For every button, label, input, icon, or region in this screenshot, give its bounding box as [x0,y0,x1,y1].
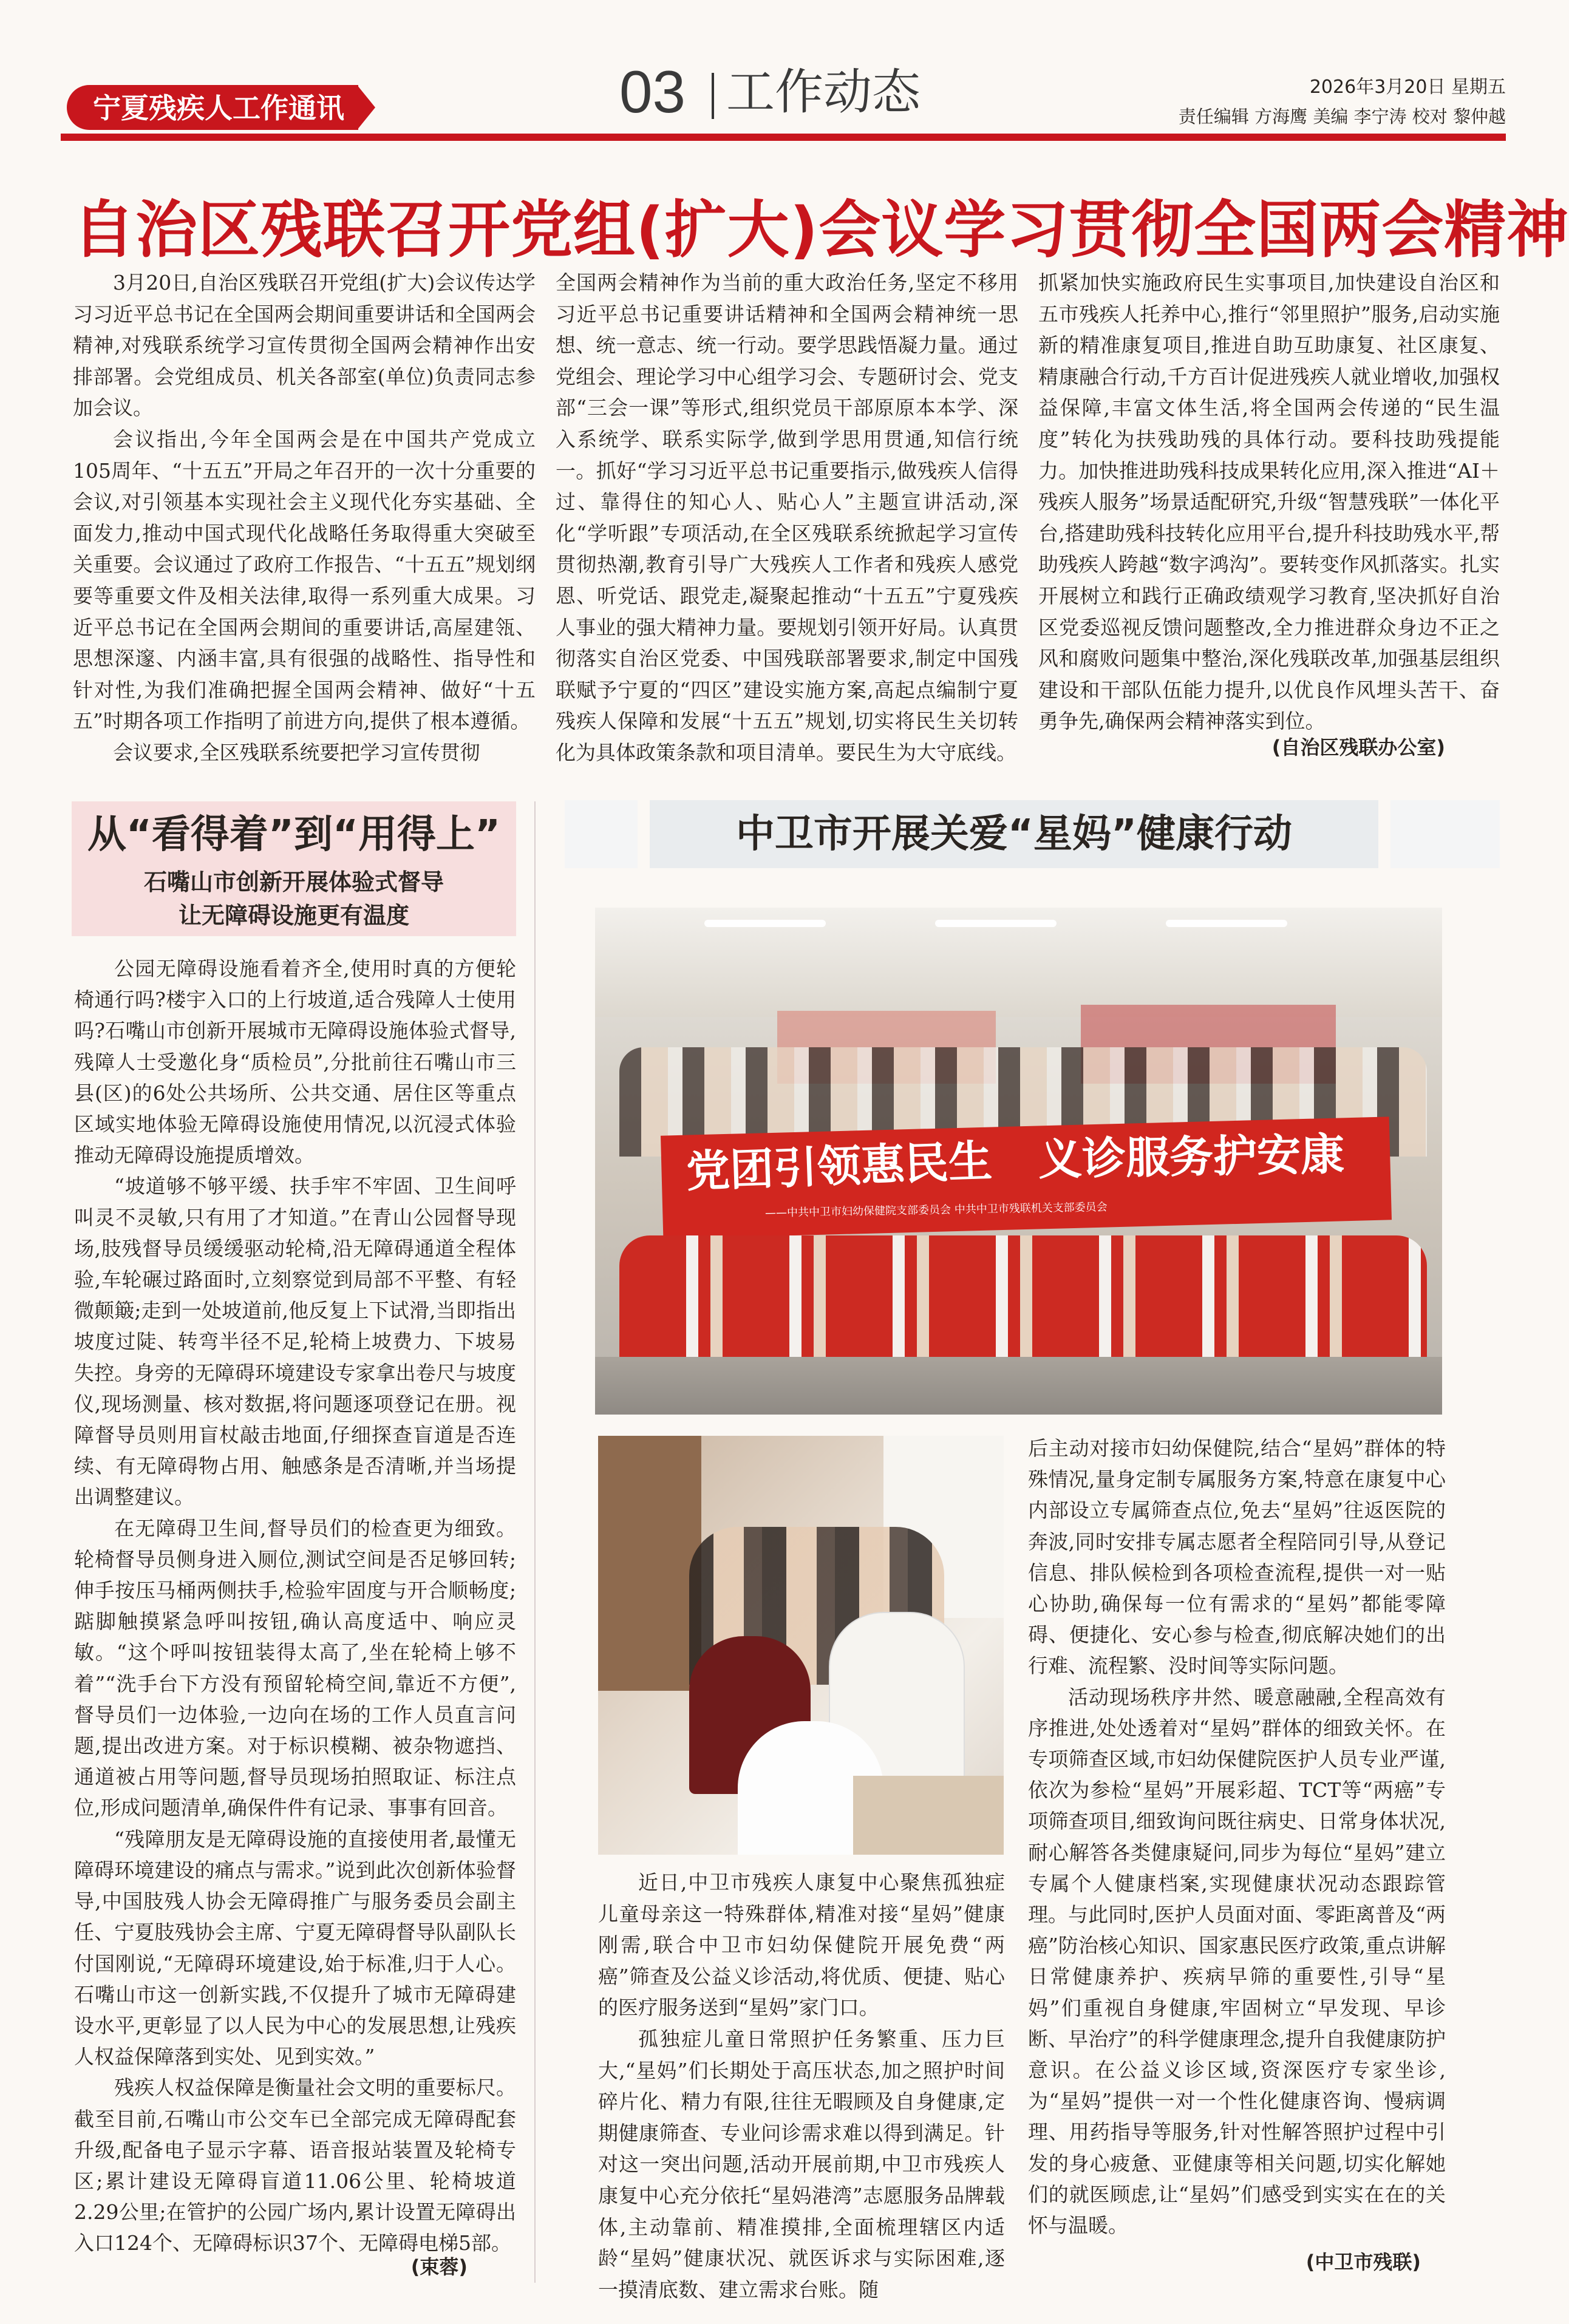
article2-subhead: 让无障碍设施更有温度 [178,902,409,929]
article1-headline: 自治区残联召开党组(扩大)会议学习贯彻全国两会精神 [73,194,1569,267]
article1-column-2 [556,267,1018,771]
article3-paragraph: 后主动对接市妇幼保健院,结合“星妈”群体的特殊情况,量身定制专属服务方案,特意在康复中心内部设立专属筛查点位,免去“星妈”往返医院的奔波,同时安排专属志愿者全程陪同引导,从登记信息、排队候检到各项检查流程,提供一对一贴心协助,确保每一位有需求的“星妈”都能零障碍、便捷化、安心参与检查,彻底解决她们的出行难、流程繁、没时间等实际问题。 [1028,1436,1446,1678]
article2-subhead: 石嘴山市创新开展体验式督导 [143,869,444,895]
screening-photo [598,1436,1004,1855]
article3-source: (中卫市残联) [1305,2251,1421,2274]
issue-date: 2026年3月20日 星期五 [1309,76,1506,98]
masthead [0,0,1554,146]
article1-paragraph: 抓紧加快实施政府民生实事项目,加快建设自治区和五市残疾人托养中心,推行“邻里照护”服务,启动实施新的精准康复项目,推进自助互助康复、社区康复、精康融合行动,千方百计促进残疾人就业增收,加强权益保障,丰富文体生活,将全国两会传递的“民生温度”转化为扶残助残的具体行动。要科技助残提能力。加快推进助残科技成果转化应用,深入推进“AI＋残疾人服务”场景适配研究,升级“智慧残联”一体化平台,搭建助残科技转化应用平台,提升科技助残水平,帮助残疾人跨越“数字鸿沟”。要转变作风抓落实。扎实开展树立和践行正确政绩观学习教育,坚决抓好自治区党委巡视反馈问题整改,全力推进群众身边不正之风和腐败问题集中整治,深化残联改革,加强基层组织建设和干部队伍能力提升,以优良作风埋头苦干、奋勇争先,确保两会精神落实到位。 [1038,271,1500,733]
ceiling-light [1166,920,1287,927]
article1-paragraph: 全国两会精神作为当前的重大政治任务,坚定不移用习近平总书记重要讲话精神和全国两会精神统一思想、统一意志、统一行动。要学思践悟凝力量。通过党组会、理论学习中心组学习会、专题研讨会、党支部“三会一课”等形式,组织党员干部原原本本学、深入系统学、联系实际学,做到学思用贯通,知信行统一。抓好“学习习近平总书记重要指示,做残疾人信得过、靠得住的知心人、贴心人”主题宣讲活动,深化“学听跟”专项活动,在全区残联系统掀起学习宣传贯彻热潮,教育引导广大残疾人工作者和残疾人感党恩、听党话、跟党走,凝聚起推动“十五五”宁夏残疾人事业的强大精神力量。要规划引领开好局。认真贯彻落实自治区党委、中国残联部署要求,制定中国残联赋予宁夏的“四区”建设实施方案,高起点编制宁夏残疾人保障和发展“十五五”规划,切实将民生关切转化为具体政策条款和项目清单。要民生为大守底线。 [556,271,1018,764]
article3-paragraph: 近日,中卫市残疾人康复中心聚焦孤独症儿童母亲这一特殊群体,精准对接“星妈”健康刚需,联合中卫市妇幼保健院开展免费“两癌”筛查及公益义诊活动,将优质、便捷、贴心的医疗服务送到“星妈”家门口。 [598,1870,1005,2020]
article2-paragraph: 在无障碍卫生间,督导员们的检查更为细致。轮椅督导员侧身进入厕位,测试空间是否足够回转;伸手按压马桶两侧扶手,检验牢固度与开合顺畅度;踮脚触摸紧急呼叫按钮,确认高度适中、响应灵敏。“这个呼叫按钮装得太高了,坐在轮椅上够不着”“洗手台下方没有预留轮椅空间,靠近不方便”,督导员们一边体验,一边向在场的工作人员直言问题,提出改进方案。对于标识模糊、被杂物遮挡、通道被占用等问题,督导员现场拍照取证、标注点位,形成问题清单,确保件件有记录、事事有回音。 [74,1516,516,1820]
article2-headline: 从“看得着”到“用得上” [87,812,501,857]
article2-paragraph: 公园无障碍设施看着齐全,使用时真的方便轮椅通行吗?楼宇入口的上行坡道,适合残障人士使用吗?石嘴山市创新开展城市无障碍设施体验式督导,残障人士受邀化身“质检员”,分批前往石嘴山市三县(区)的6处公共场所、公共交通、居住区等重点区域实地体验无障碍设施使用情况,以沉浸式体验推动无障碍设施提质增效。 [74,957,516,1167]
ceiling-light [704,920,826,927]
article1-paragraph: 会议指出,今年全国两会是在中国共产党成立105周年、“十五五”开局之年召开的一次十分重要的会议,对引领基本实现社会主义现代化夯实基础、全面发力,推动中国式现代化战略任务取得重大突破至关重要。会议通过了政府工作报告、“十五五”规划纲要等重要文件及相关法律,取得一系列重大成果。习近平总书记在全国两会期间的重要讲话,高屋建瓴、思想深邃、内涵丰富,具有很强的战略性、指导性和针对性,为我们准确把握全国两会精神、做好“十五五”时期各项工作指明了前进方向,提供了根本遵循。 [73,427,536,733]
banner-subtitle: ——中共中卫市妇幼保健院支部委员会 中共中卫市残联机关支部委员会 [764,1200,1108,1220]
desk [853,1776,1004,1855]
masthead-rule [61,134,1506,141]
article3-headline-right-accent [1390,800,1500,868]
article1-source: (自治区残联办公室) [1271,736,1445,759]
article2-body [74,953,516,2271]
article3-headline: 中卫市开展关爱“星妈”健康行动 [735,812,1293,857]
group-photo [595,908,1442,1415]
article2-paragraph: “坡道够不够平缓、扶手牢不牢固、卫生间呼叫灵不灵敏,只有用了才知道。”在青山公园督导现场,肢残督导员缓缓驱动轮椅,沿无障碍通道全程体验,车轮碾过路面时,立刻察觉到局部不平整、有轻微颠簸;走到一处坡道前,他反复上下试滑,当即指出坡度过陡、转弯半径不足,轮椅上坡费力、下坡易失控。身旁的无障碍环境建设专家拿出卷尺与坡度仪,现场测量、核对数据,将问题逐项登记在册。视障督导员则用盲杖敲击地面,仔细探查盲道是否连续、有无障碍物占用、触感条是否清晰,并当场提出调整建议。 [74,1174,516,1509]
column-divider [534,801,536,2283]
article2-paragraph: “残障朋友是无障碍设施的直接使用者,最懂无障碍环境建设的痛点与需求。”说到此次创新体验督导,中国肢残人协会无障碍推广与服务委员会副主任、宁夏肢残协会主席、宁夏无障碍督导队副队长付国刚说,“无障碍环境建设,始于标准,归于人心。石嘴山市这一创新实践,不仅提升了城市无障碍建设水平,更彰显了以人民为中心的发展思想,让残疾人权益保障落到实处、见到实效。” [74,1827,516,2069]
article1-paragraph: 3月20日,自治区残联召开党组(扩大)会议传达学习习近平总书记在全国两会期间重要讲话和全国两会精神,对残联系统学习宣传贯彻全国两会精神作出安排部署。会党组成员、机关各部室(单位)负责同志参加会议。 [73,271,536,420]
doorway [598,1436,701,1691]
ceiling-light [935,920,1057,927]
article1-column-3 [1038,267,1500,771]
newspaper-name: 宁夏残疾人工作通讯 [93,92,344,124]
newspaper-tag-tail [357,85,375,130]
article3-left-text [598,1867,1005,2302]
banner-slogan-right: 义诊服务护安康 [1038,1129,1345,1185]
page-number-divider [712,73,714,119]
section-title: 工作动态 [726,64,921,120]
article3-headline-left-accent [565,800,638,868]
article1-paragraph: 会议要求,全区残联系统要把学习宣传贯彻 [113,740,480,764]
editor-credits: 责任编辑 方海鹰 美编 李宁涛 校对 黎仲越 [1178,106,1506,127]
article2-source: (束蓉) [410,2255,468,2278]
article2-paragraph: 残疾人权益保障是衡量社会文明的重要标尺。截至目前,石嘴山市公交车已全部完成无障碍配套升级,配备电子显示字幕、语音报站装置及轮椅专区;累计建设无障碍盲道11.06公里、轮椅坡道2.29公里;在管护的公园广场内,累计设置无障碍出入口124个、无障碍标识37个、无障碍电梯5部。 [74,2076,516,2255]
article3-right-text [1028,1433,1446,2240]
banner-slogan-left: 党团引领惠民生 [685,1135,993,1197]
article1-column-1 [73,267,536,771]
article3-paragraph: 孤独症儿童日常照护任务繁重、压力巨大,“星妈”们长期处于高压状态,加之照护时间碎片化、精力有限,往往无暇顾及自身健康,定期健康筛查、专业问诊需求难以得到满足。针对这一突出问题,活动开展前期,中卫市残疾人康复中心充分依托“星妈港湾”志愿服务品牌载体,主动靠前、精准摸排,全面梳理辖区内适龄“星妈”健康状况、就医诉求与实际困难,逐一摸清底数、建立需求台账。随 [598,2027,1005,2302]
front-row-volunteers [619,1235,1427,1363]
page-number: 03 [619,58,686,125]
article3-paragraph: 活动现场秩序井然、暖意融融,全程高效有序推进,处处透着对“星妈”群体的细致关怀。在专项筛查区域,市妇幼保健院医护人员专业严谨,依次为参检“星妈”开展彩超、TCT等“两癌”专项筛查项目,细致询问既往病史、日常身体状况,耐心解答各类健康疑问,同步为每位“星妈”建立专属个人健康档案,实现健康状况动态跟踪管理。与此同时,医护人员面对面、零距离普及“两癌”防治核心知识、国家惠民医疗政策,重点讲解日常健康养护、疾病早筛的重要性,引导“星妈”们重视自身健康,牢固树立“早发现、早诊断、早治疗”的科学健康理念,提升自我健康防护意识。在公益义诊区域,资深医疗专家坐诊,为“星妈”提供一对一个性化健康咨询、慢病调理、用药指导等服务,针对性解答照护过程中引发的身心疲惫、亚健康等相关问题,切实化解她们的就医顾虑,让“星妈”们感受到实实在在的关怀与温暖。 [1028,1685,1446,2238]
floor [595,1357,1442,1415]
